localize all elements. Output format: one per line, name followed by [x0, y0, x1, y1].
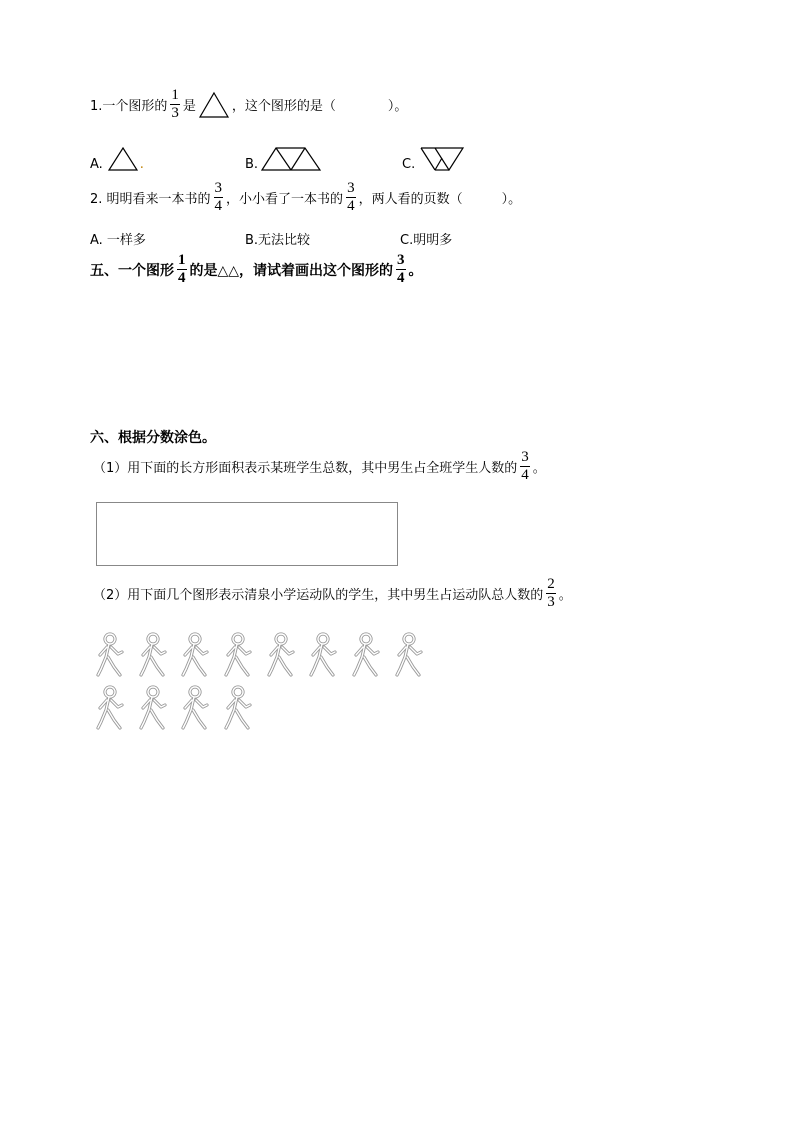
q1-line [90, 88, 407, 121]
q1-option-a[interactable]: A. . [90, 145, 144, 172]
shading-rectangle[interactable] [96, 502, 398, 566]
person-figure-icon[interactable] [395, 631, 423, 679]
q2-option-b[interactable]: B.无法比较 [245, 233, 311, 248]
s6-p2-fraction: $\frac{2}{3}$ [547, 576, 555, 610]
person-figure-icon[interactable] [267, 631, 295, 679]
q1-prefix: 1.一个图形的 [90, 99, 168, 114]
s6-p2-prefix: （2）用下面几个图形表示清泉小学运动队的学生，其中男生占运动队总人数的 [93, 588, 544, 603]
q1-fraction: $\frac{1}{3}$ [171, 87, 179, 121]
triangle-icon [198, 91, 230, 119]
section-5-line [90, 253, 423, 286]
person-figure-icon[interactable] [139, 684, 167, 732]
s6-p1-fraction: $\frac{3}{4}$ [521, 449, 529, 483]
q1-option-b[interactable]: B. [245, 145, 322, 172]
person-figure-icon[interactable] [352, 631, 380, 679]
single-triangle-icon [107, 146, 139, 172]
people-row-2 [96, 684, 267, 732]
person-figure-icon[interactable] [96, 631, 124, 679]
person-figure-icon[interactable] [309, 631, 337, 679]
q2-mid: ，小小看了一本书的 [226, 192, 344, 207]
person-figure-icon[interactable] [139, 631, 167, 679]
person-figure-icon[interactable] [96, 684, 124, 732]
s6-p2-suffix: 。 [558, 588, 572, 603]
q2-option-a[interactable]: A. 一样多 [90, 233, 146, 248]
q2-line [90, 181, 521, 214]
s6-p1-suffix: 。 [532, 461, 546, 476]
section-6-title: 六、根据分数涂色。 [90, 430, 216, 446]
s6-p1-prefix: （1）用下面的长方形面积表示某班学生总数，其中男生占全班学生人数的 [93, 461, 518, 476]
q2-fraction-1: $\frac{3}{4}$ [214, 180, 223, 214]
person-figure-icon[interactable] [224, 684, 252, 732]
person-figure-icon[interactable] [181, 684, 209, 732]
s5-fraction-1: $\frac{1}{4}$ [178, 252, 186, 286]
q1-mid: 是 [182, 99, 196, 114]
person-figure-icon[interactable] [224, 631, 252, 679]
q2-suffix: ，两人看的页数（ ）。 [358, 192, 522, 207]
two-triangles-icon [419, 146, 465, 172]
q1-option-c[interactable]: C. [402, 145, 465, 172]
person-figure-icon[interactable] [181, 631, 209, 679]
s5-suffix: 。 [408, 262, 423, 279]
q2-fraction-2: $\frac{3}{4}$ [347, 180, 355, 214]
q2-prefix: 2. 明明看来一本书的 [90, 192, 211, 207]
three-triangles-icon [260, 146, 322, 172]
s6-part-1-line [93, 450, 546, 483]
s5-mid: 的是△△，请试着画出这个图形的 [189, 262, 394, 279]
s5-prefix: 五、一个图形 [90, 262, 174, 279]
s5-fraction-2: $\frac{3}{4}$ [397, 252, 405, 286]
q2-option-c[interactable]: C.明明多 [400, 233, 453, 248]
q1-suffix: ，这个图形的是（ ）。 [231, 99, 408, 114]
people-row-1 [96, 631, 438, 679]
s6-part-2-line [93, 577, 572, 610]
